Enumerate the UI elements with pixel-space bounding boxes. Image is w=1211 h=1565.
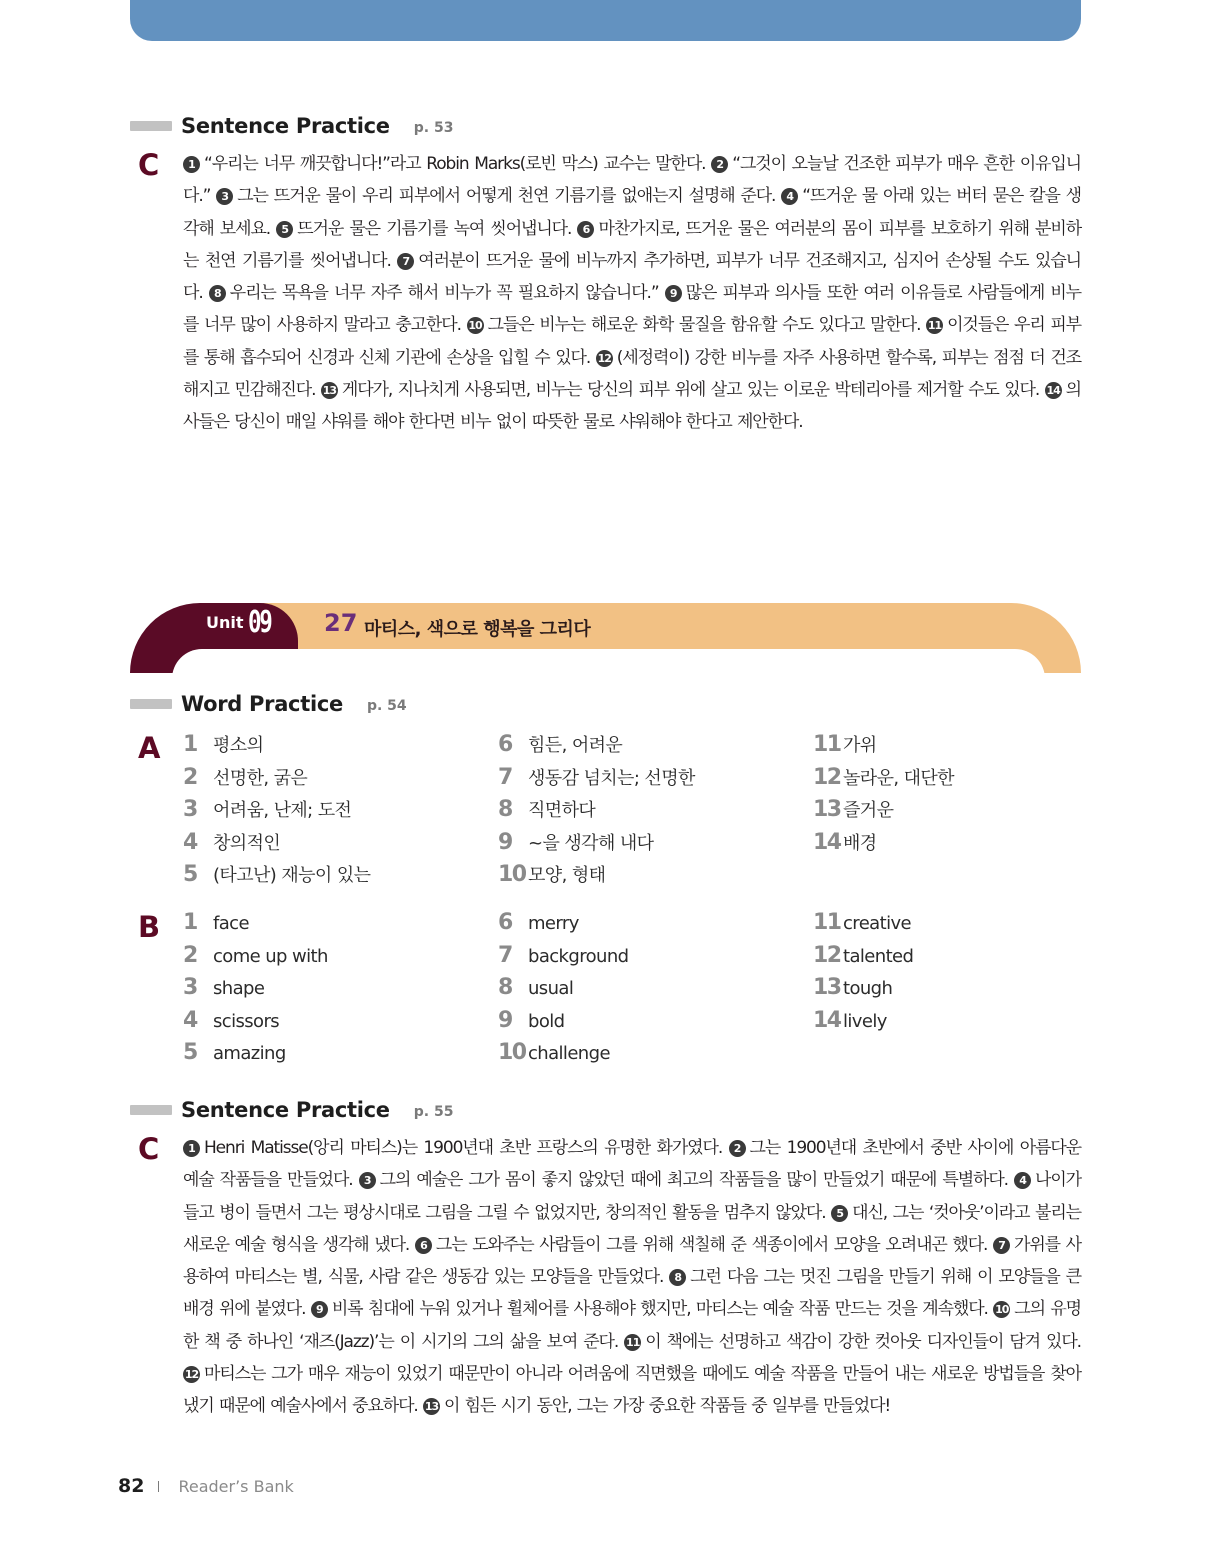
word-text: lively xyxy=(843,1010,887,1032)
book-title: Reader’s Bank xyxy=(178,1476,294,1496)
word-number: 1 xyxy=(183,732,197,757)
word-number: 1 xyxy=(183,910,197,935)
word-column xyxy=(183,910,328,1073)
sentence-number-badge: 6 xyxy=(415,1237,432,1254)
word-number: 12 xyxy=(813,942,841,968)
word-item xyxy=(183,943,328,976)
word-item xyxy=(183,861,370,894)
banner-orange-cutout xyxy=(190,649,1045,679)
sentence-number-badge: 12 xyxy=(597,351,611,365)
sentence-text: 나이가 들고 병이 들면서 그는 평상시대로 그림을 그릴 수 없었지만, 창의적인 활동을 멈추지 않았다. xyxy=(183,1170,1081,1223)
word-number: 6 xyxy=(498,910,512,935)
word-item xyxy=(813,943,913,976)
word-number: 7 xyxy=(498,942,512,968)
word-number: 3 xyxy=(183,975,197,1000)
sentence-text: 그런 다음 그는 멋진 그림을 만들기 위해 이 모양들을 큰 배경 위에 붙였다. xyxy=(183,1267,1081,1320)
sentence-number-badge: 11 xyxy=(626,1335,640,1349)
section-bar-decoration xyxy=(130,1105,172,1115)
sentence-number-badge: 1 xyxy=(183,156,200,173)
sentence-number-badge: 10 xyxy=(995,1303,1009,1317)
word-item xyxy=(498,861,695,894)
word-text: 힘든, 어려운 xyxy=(528,735,623,756)
section-page-ref: p. 55 xyxy=(413,1103,454,1120)
sentence-number-badge: 9 xyxy=(665,285,682,302)
sentence-number-badge: 2 xyxy=(729,1140,746,1157)
section-title: Sentence Practice xyxy=(181,1098,390,1122)
sentence-text: 여러분이 뜨거운 물에 비누까지 추가하면, 피부가 너무 건조해지고, 심지어 손상될 수도 있습니다. xyxy=(183,250,1081,304)
word-number: 14 xyxy=(813,829,841,855)
sentence-text: 마티스는 그가 매우 재능이 있었기 때문만이 아니라 어려움에 직면했을 때에도 예술 작품을 만들어 내는 새로운 방법들을 찾아냈기 때문에 예술사에서 중요하다. xyxy=(183,1364,1081,1417)
word-text: bold xyxy=(528,1010,565,1032)
word-item xyxy=(183,975,328,1008)
word-item xyxy=(183,796,370,829)
sentence-text: 비록 침대에 누워 있거나 휠체어를 사용해야 했지만, 마티스는 예술 작품 만드는 것을 계속했다. xyxy=(331,1299,994,1320)
sentence-practice-header-2 xyxy=(130,1098,453,1122)
sentence-number-badge: 10 xyxy=(468,319,482,333)
sentence-practice-paragraph-1 xyxy=(183,148,1081,439)
word-text: 어려움, 난제; 도전 xyxy=(213,800,352,821)
word-number: 2 xyxy=(183,764,197,790)
page-number: 82 xyxy=(118,1475,145,1497)
sentence-text: (세정력이) 강한 비누를 자주 사용하면 할수록, 피부는 점점 더 건조해지고 민감해진다. xyxy=(183,347,1082,401)
word-number: 6 xyxy=(498,732,512,757)
word-item xyxy=(183,910,328,943)
section-title: Word Practice xyxy=(181,692,343,716)
word-item xyxy=(183,764,370,797)
sentence-text: 그는 뜨거운 물이 우리 피부에서 어떻게 천연 기름기를 없애는지 설명해 준다. xyxy=(237,186,782,207)
sentence-text: “우리는 너무 깨끗합니다!”라고 Robin Marks(로빈 막스) 교수는 말한다. xyxy=(204,154,712,174)
sentence-text: 그의 예술은 그가 몸이 좋지 않았던 때에 최고의 작품들을 많이 만들었기 때문에 특별하다. xyxy=(379,1170,1015,1191)
word-number: 5 xyxy=(183,862,197,887)
word-text: usual xyxy=(528,978,574,999)
section-title: Sentence Practice xyxy=(181,114,390,138)
word-item xyxy=(813,796,954,829)
word-column xyxy=(813,910,913,1040)
section-bar-decoration xyxy=(130,699,172,709)
word-item xyxy=(813,975,913,1008)
sentence-number-badge: 14 xyxy=(1046,384,1060,398)
sentence-text: 그들은 비누는 해로운 화학 물질을 함유할 수도 있다고 말한다. xyxy=(487,315,927,336)
lesson-title: 마티스, 색으로 행복을 그리다 xyxy=(364,619,591,640)
word-item xyxy=(498,829,695,862)
word-number: 4 xyxy=(183,1007,197,1033)
sentence-number-badge: 2 xyxy=(711,156,728,173)
sentence-text: 그는 1900년대 초반에서 중반 사이에 아름다운 예술 작품들을 만들었다. xyxy=(183,1138,1081,1191)
sentence-number-badge: 12 xyxy=(184,1368,199,1382)
word-text: shape xyxy=(213,978,265,999)
unit-number: 09 xyxy=(248,605,271,640)
word-text: come up with xyxy=(213,945,328,967)
word-text: ~을 생각해 내다 xyxy=(528,832,654,854)
sentence-text: 뜨거운 물은 기름기를 녹여 씻어냅니다. xyxy=(297,218,578,239)
word-text: 직면하다 xyxy=(528,800,596,821)
word-item xyxy=(498,943,628,976)
sentence-number-badge: 6 xyxy=(577,221,594,238)
sentence-number-badge: 4 xyxy=(1014,1172,1031,1189)
sentence-number-badge: 3 xyxy=(216,188,233,205)
word-item xyxy=(498,1040,628,1073)
word-item xyxy=(813,731,954,764)
word-text: 창의적인 xyxy=(213,832,281,854)
word-number: 11 xyxy=(813,910,841,935)
sentence-number-badge: 11 xyxy=(927,319,942,333)
word-number: 12 xyxy=(813,764,841,790)
word-number: 7 xyxy=(498,764,512,790)
word-text: 놀라운, 대단한 xyxy=(843,767,954,789)
word-practice-header xyxy=(130,692,407,716)
word-number: 2 xyxy=(183,942,197,968)
word-item xyxy=(813,910,913,943)
word-column xyxy=(498,910,628,1073)
word-item xyxy=(498,731,695,764)
word-text: amazing xyxy=(213,1043,286,1064)
sentence-text: 게다가, 지나치게 사용되면, 비누는 당신의 피부 위에 살고 있는 이로운 박테리아를 제거할 수도 있다. xyxy=(341,380,1045,401)
exercise-letter-c-1: C xyxy=(138,148,160,182)
word-number: 11 xyxy=(813,732,841,757)
sentence-number-badge: 13 xyxy=(322,384,337,398)
word-number: 8 xyxy=(498,975,512,1000)
word-number: 3 xyxy=(183,797,197,822)
word-text: creative xyxy=(843,913,911,934)
word-text: merry xyxy=(528,913,579,934)
word-item xyxy=(183,1008,328,1041)
word-number: 4 xyxy=(183,829,197,855)
page-footer xyxy=(118,1475,294,1497)
sentence-text: 우리는 목욕을 너무 자주 해서 비누가 꼭 필요하지 않습니다.” xyxy=(229,283,665,304)
sentence-number-badge: 13 xyxy=(424,1400,439,1414)
word-text: tough xyxy=(843,978,893,999)
word-item xyxy=(183,731,370,764)
unit-banner xyxy=(130,603,1081,673)
word-column xyxy=(813,731,954,861)
sentence-number-badge: 8 xyxy=(669,1269,686,1286)
word-text: challenge xyxy=(528,1043,610,1064)
word-item xyxy=(498,764,695,797)
top-color-band xyxy=(130,0,1081,41)
section-page-ref: p. 54 xyxy=(366,697,407,714)
word-text: 즐거운 xyxy=(843,800,894,821)
sentence-text: 많은 피부과 의사들 또한 여러 이유들로 사람들에게 비누를 너무 많이 사용하지 말라고 충고한다. xyxy=(183,283,1081,336)
word-text: background xyxy=(528,945,629,967)
sentence-text: 이 책에는 선명하고 색감이 강한 컷아웃 디자인들이 담겨 있다. xyxy=(645,1331,1081,1352)
word-text: talented xyxy=(843,945,914,967)
sentence-text: 가위를 사용하여 마티스는 별, 식물, 사람 같은 생동감 있는 모양들을 만들었다. xyxy=(183,1234,1082,1288)
word-number: 13 xyxy=(813,797,841,822)
sentence-number-badge: 9 xyxy=(311,1301,328,1318)
word-text: scissors xyxy=(213,1010,280,1032)
word-number: 13 xyxy=(813,975,841,1000)
sentence-number-badge: 5 xyxy=(831,1205,848,1222)
word-text: face xyxy=(213,913,249,934)
word-text: 가위 xyxy=(843,735,877,756)
sentence-text: 이 힘든 시기 동안, 그는 가장 중요한 작품들 중 일부를 만들었다! xyxy=(444,1396,891,1417)
sentence-number-badge: 1 xyxy=(183,1140,200,1157)
word-item xyxy=(498,910,628,943)
sentence-number-badge: 5 xyxy=(276,221,293,238)
sentence-text: 그는 도와주는 사람들이 그를 위해 색칠해 준 색종이에서 모양을 오려내곤 했다. xyxy=(435,1234,994,1255)
word-text: 평소의 xyxy=(213,735,264,756)
word-number: 9 xyxy=(498,829,512,855)
word-item xyxy=(498,1008,628,1041)
exercise-letter-c-2: C xyxy=(138,1132,160,1166)
section-page-ref: p. 53 xyxy=(413,119,454,136)
word-item xyxy=(183,829,370,862)
sentence-number-badge: 8 xyxy=(209,285,226,302)
banner-maroon-cutout xyxy=(172,649,312,679)
word-number: 9 xyxy=(498,1007,512,1033)
word-text: (타고난) 재능이 있는 xyxy=(213,865,371,886)
sentence-practice-header-1 xyxy=(130,114,453,138)
word-column xyxy=(498,731,695,894)
word-item xyxy=(813,829,954,862)
word-item xyxy=(498,975,628,1008)
sentence-text: 마찬가지로, 뜨거운 물은 여러분의 몸이 피부를 보호하기 위해 분비하는 천연 기름기를 씻어냅니다. xyxy=(183,218,1082,271)
sentence-text: 이것들은 우리 피부를 통해 흡수되어 신경과 신체 기관에 손상을 입힐 수 있다. xyxy=(183,315,1082,368)
section-bar-decoration xyxy=(130,121,172,131)
footer-separator xyxy=(158,1481,159,1492)
sentence-number-badge: 7 xyxy=(993,1237,1010,1254)
unit-label: Unit xyxy=(206,613,244,632)
sentence-practice-paragraph-2 xyxy=(183,1132,1081,1423)
word-item xyxy=(813,1008,913,1041)
word-item xyxy=(498,796,695,829)
word-item xyxy=(183,1040,328,1073)
word-text: 배경 xyxy=(843,832,877,854)
word-number: 10 xyxy=(498,862,526,887)
sentence-number-badge: 4 xyxy=(781,188,798,205)
word-number: 14 xyxy=(813,1007,841,1033)
word-text: 생동감 넘치는; 선명한 xyxy=(528,767,695,789)
exercise-letter-a: A xyxy=(138,731,161,765)
lesson-number: 27 xyxy=(324,609,358,637)
sentence-text: “뜨거운 물 아래 있는 버터 묻은 칼을 생각해 보세요. xyxy=(183,186,1081,239)
sentence-text: Henri Matisse(앙리 마티스)는 1900년대 초반 프랑스의 유명한 화가였다. xyxy=(204,1138,729,1158)
sentence-text: 대신, 그는 ‘컷아웃’이라고 불리는 새로운 예술 형식을 생각해 냈다. xyxy=(183,1202,1081,1255)
sentence-number-badge: 3 xyxy=(359,1172,376,1189)
word-item xyxy=(813,764,954,797)
exercise-letter-b: B xyxy=(138,910,161,944)
sentence-text: 그의 유명한 책 중 하나인 ‘재즈(Jazz)’는 이 시기의 그의 삶을 보여 준다. xyxy=(183,1299,1081,1352)
word-number: 5 xyxy=(183,1040,197,1065)
sentence-number-badge: 7 xyxy=(397,253,414,270)
word-number: 8 xyxy=(498,797,512,822)
sentence-text: “그것이 오늘날 건조한 피부가 매우 흔한 이유입니다.” xyxy=(183,154,1081,207)
word-number: 10 xyxy=(498,1040,526,1065)
word-text: 모양, 형태 xyxy=(528,865,606,886)
sentence-text: 의사들은 당신이 매일 샤워를 해야 한다면 비누 없이 따뜻한 물로 샤워해야 한다고 제안한다. xyxy=(183,380,1081,433)
word-column xyxy=(183,731,370,894)
word-text: 선명한, 굵은 xyxy=(213,767,308,789)
